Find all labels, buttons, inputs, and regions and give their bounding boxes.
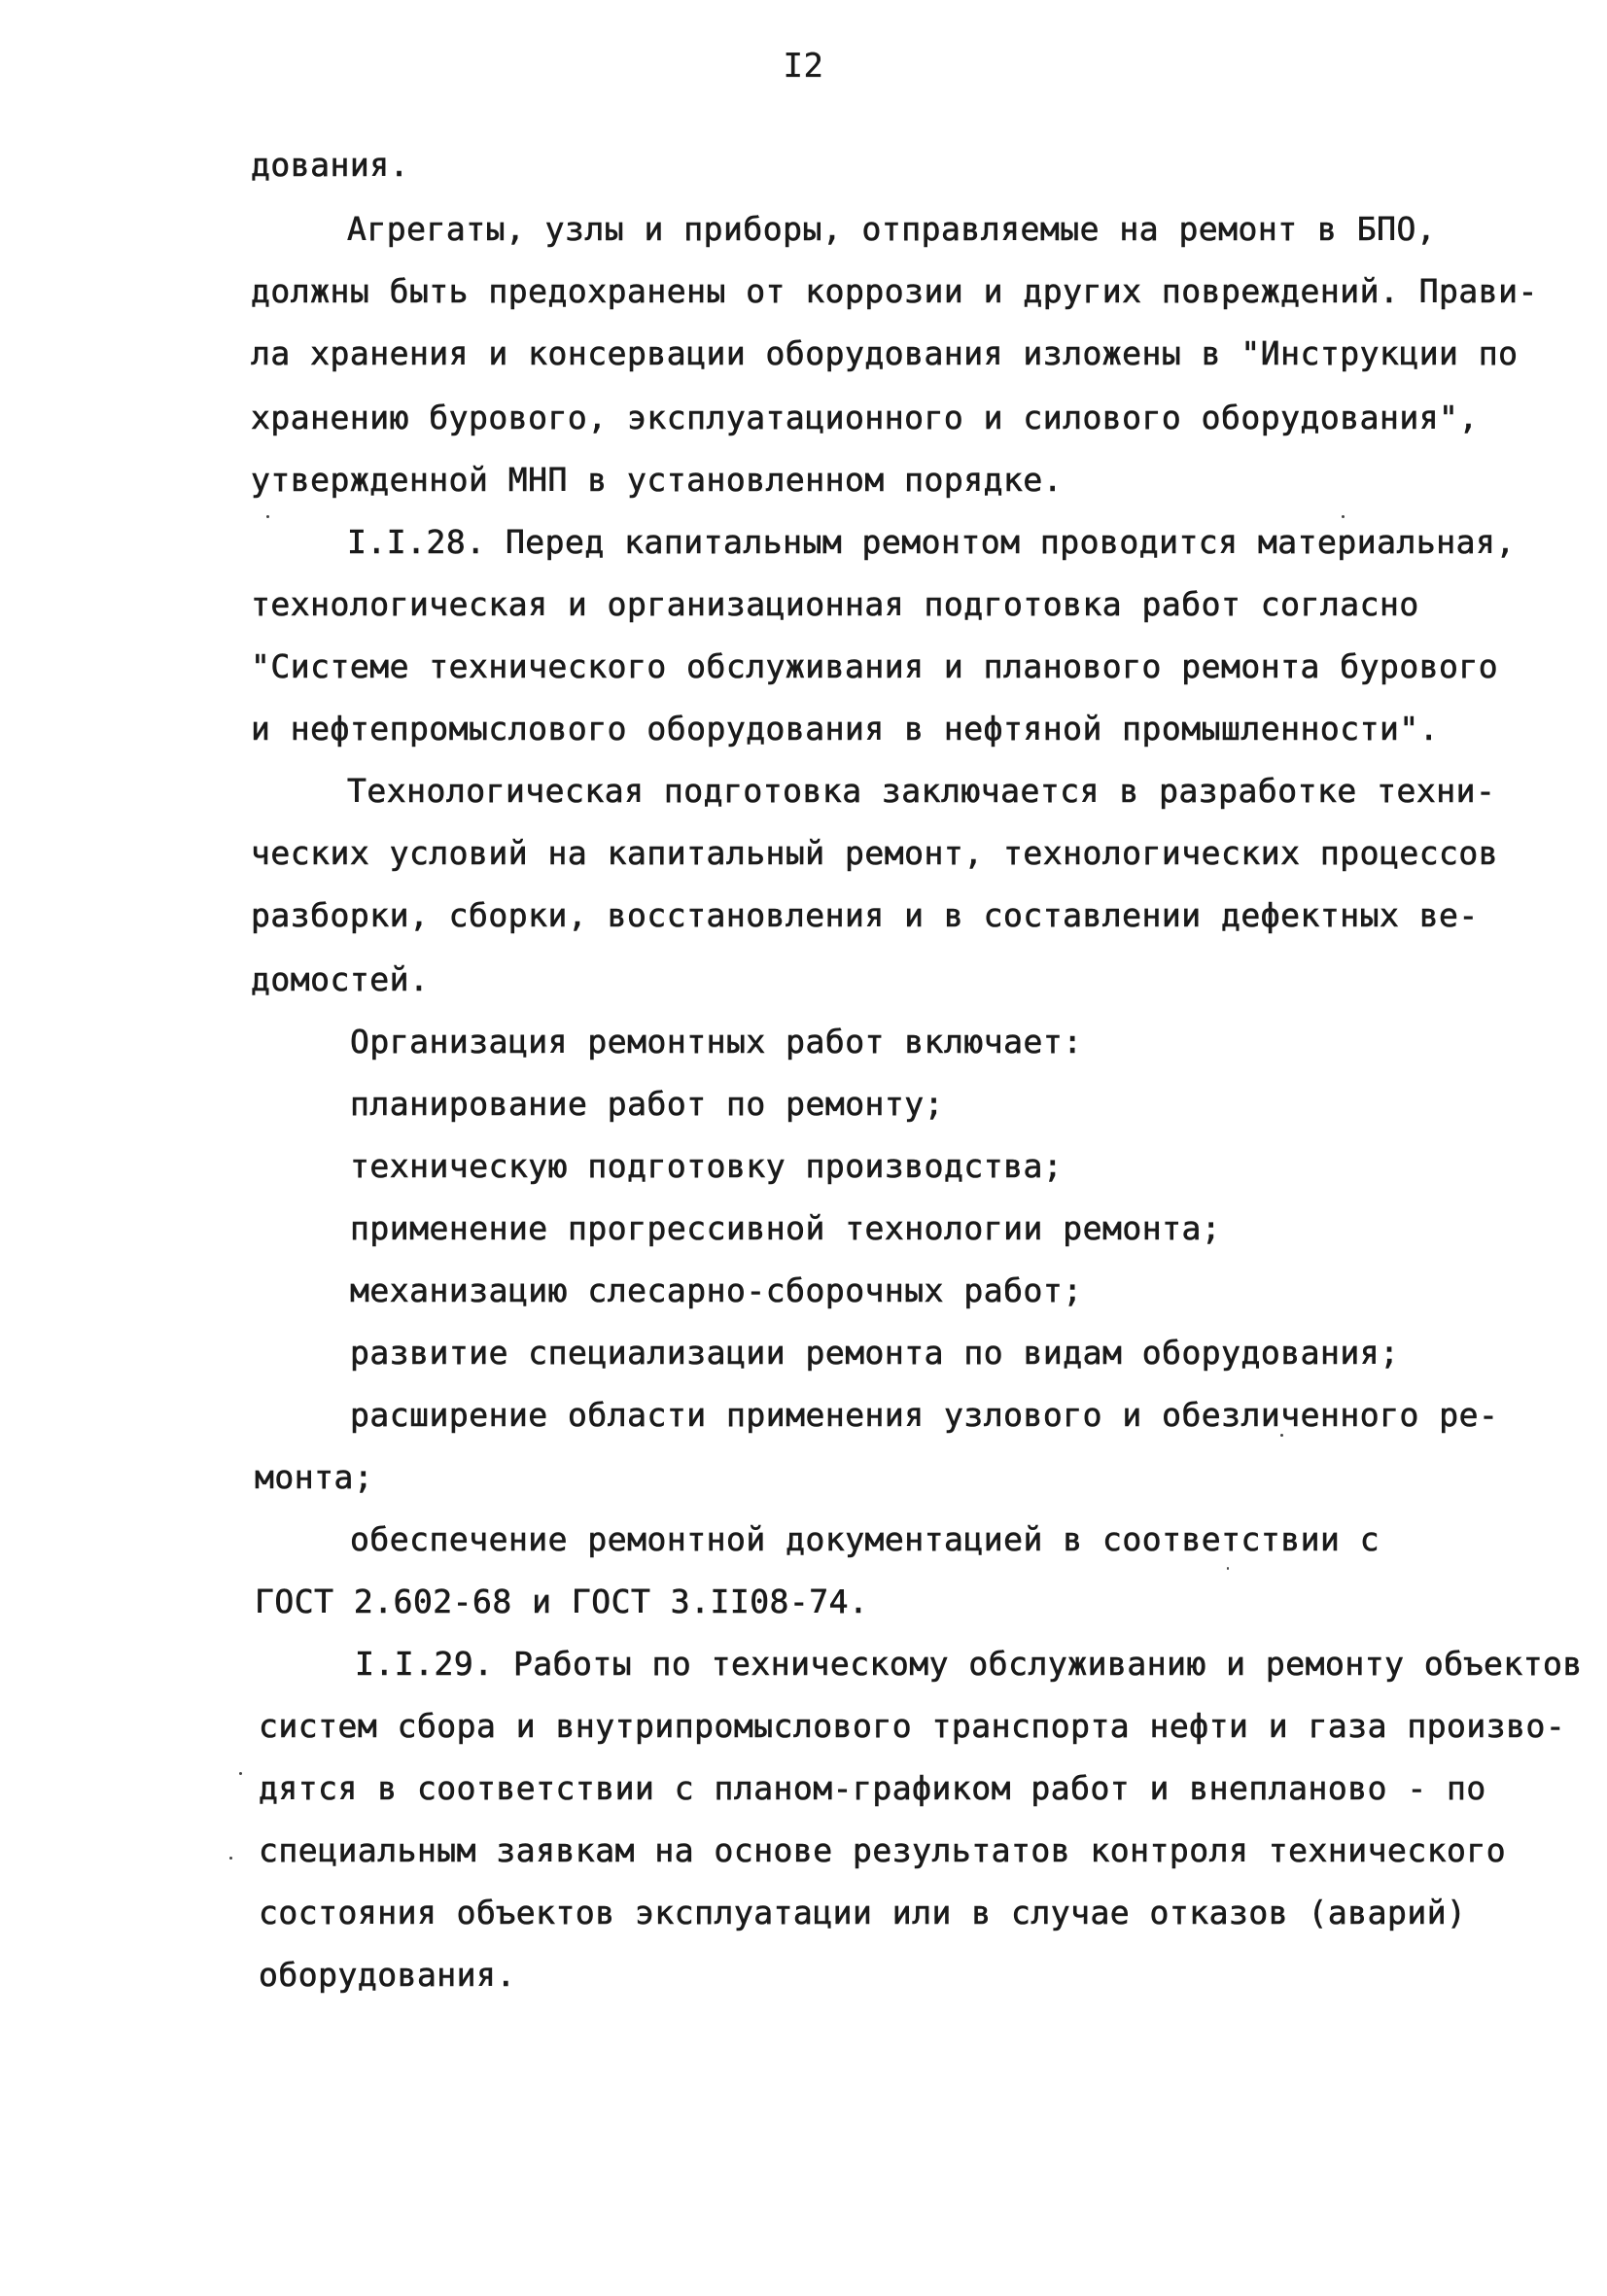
text-line: разборки, сборки, восстановления и в составлении дефектных ве-	[251, 896, 1479, 934]
text-line: специальным заявкам на основе результатов контроля технического	[259, 1831, 1507, 1869]
text-line: хранению бурового, эксплуатационного и силового оборудования",	[251, 399, 1479, 436]
text-line: применение прогрессивной технологии ремонта;	[350, 1209, 1222, 1247]
scan-speck	[1227, 1567, 1229, 1570]
text-line: и нефтепромыслового оборудования в нефтяной промышленности".	[251, 710, 1440, 748]
page-number: I2	[783, 47, 824, 86]
text-line: технологическая и организационная подготовка работ согласно	[251, 585, 1419, 623]
text-line: состояния объектов эксплуатации или в случае отказов (аварий)	[259, 1894, 1467, 1931]
scan-speck	[239, 1772, 242, 1775]
text-line: монта;	[255, 1458, 374, 1496]
text-line: систем сбора и внутрипромыслового транспорта нефти и газа произво-	[259, 1707, 1566, 1745]
text-line: обеспечение ремонтной документацией в соответствии с	[350, 1520, 1380, 1558]
text-line: расширение области применения узлового и обезличенного ре-	[350, 1396, 1499, 1434]
text-line: ГОСТ 2.602-68 и ГОСТ 3.II08-74.	[255, 1583, 869, 1620]
text-line: I.I.28. Перед капитальным ремонтом проводится материальная,	[347, 523, 1516, 561]
text-line: I.I.29. Работы по техническому обслуживанию и ремонту объектов	[355, 1645, 1583, 1683]
text-line: Организация ремонтных работ включает:	[350, 1023, 1083, 1061]
text-line: Технологическая подготовка заключается в разработке техни-	[347, 772, 1496, 810]
text-line: ла хранения и консервации оборудования изложены в "Инструкции по	[251, 334, 1519, 372]
text-line: техническую подготовку производства;	[350, 1147, 1064, 1185]
scan-speck	[229, 1857, 232, 1860]
text-line: ческих условий на капитальный ремонт, технологических процессов	[251, 834, 1499, 872]
text-line: дятся в соответствии с планом-графиком работ и внепланово - по	[259, 1769, 1486, 1807]
text-line: "Системе технического обслуживания и планового ремонта бурового	[251, 647, 1499, 685]
text-line: домостей.	[251, 960, 430, 998]
text-line: планирование работ по ремонту;	[350, 1085, 945, 1123]
scan-speck	[1342, 515, 1345, 518]
text-line: должны быть предохранены от коррозии и других повреждений. Прави-	[251, 272, 1538, 310]
text-line: механизацию слесарно-сборочных работ;	[350, 1271, 1083, 1309]
text-line: Агрегаты, узлы и приборы, отправляемые на ремонт в БПО,	[347, 210, 1437, 248]
scan-speck	[266, 515, 269, 518]
text-line: дования.	[251, 146, 409, 184]
scan-speck	[1280, 1434, 1283, 1437]
text-line: развитие специализации ремонта по видам оборудования;	[350, 1334, 1400, 1372]
text-line: утвержденной МНП в установленном порядке.	[251, 461, 1064, 499]
text-line: оборудования.	[259, 1956, 516, 1994]
